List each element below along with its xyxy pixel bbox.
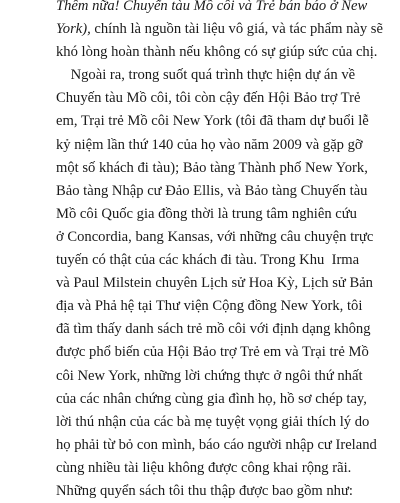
text-line: em, Trại trẻ Mồ côi New York (tôi đã tham dự buổi lễ [56,113,369,130]
text-line: Ngoài ra, trong suốt quá trình thực hiện dự án về [56,67,356,84]
text-line: Mồ côi Quốc gia đồng thời là trung tâm nghiên cứu [56,205,357,222]
text-line: và Paul Milstein chuyên Lịch sử Hoa Kỳ, Lịch sử Bản [56,275,373,292]
text-line: côi New York, những lời chứng thực ở ngôi thứ nhất [56,367,363,384]
text-line: khó lòng hoàn thành nếu không có sự giúp sức của chị. [56,44,378,61]
body-text [56,0,383,503]
text-line: họ phải từ bỏ con mình, báo cáo người nhập cư Ireland [56,436,377,453]
text-line: của các nhân chứng cùng gia đình họ, hồ sơ chép tay, [56,390,367,407]
text-line: được phổ biến của Hội Bảo trợ Trẻ em và Trại trẻ Mồ [56,344,369,361]
text-line: cùng nhiều tài liệu không được công khai rộng rãi. [56,459,352,476]
text-line: Chuyến tàu Mồ côi, tôi còn cậy đến Hội Bảo trợ Trẻ [56,90,361,107]
text-line: tuyến có thật của các khách đi tàu. Trong Khu Irma [56,252,360,269]
text-line: lời thú nhận của các bà mẹ tuyệt vọng giải thích lý do [56,413,370,430]
text-line: kỷ niệm lần thứ 140 của họ vào năm 2009 và gặp gỡ [56,136,363,153]
text-line: Bảo tàng Nhập cư Đảo Ellis, và Bảo tàng Chuyến tàu [56,182,368,199]
text-line: ở Concordia, bang Kansas, với những câu chuyện trực [56,228,374,245]
text-line: địa và Phả hệ tại Thư viện Cộng đồng New York, tôi [56,298,363,315]
text-line: một số khách đi tàu); Bảo tàng Thành phố New York, [56,159,368,176]
text-line: Thêm nữa! Chuyến tàu Mồ côi và Trẻ bán báo ở New [56,0,368,14]
text-line: York), chính là nguồn tài liệu vô giá, và tác phẩm này sẽ [56,21,383,38]
text-line: đã tìm thấy danh sách trẻ mồ côi với định dạng không [56,321,371,338]
text-line: Những quyển sách tôi thu thập được bao gồm như: [56,482,353,499]
